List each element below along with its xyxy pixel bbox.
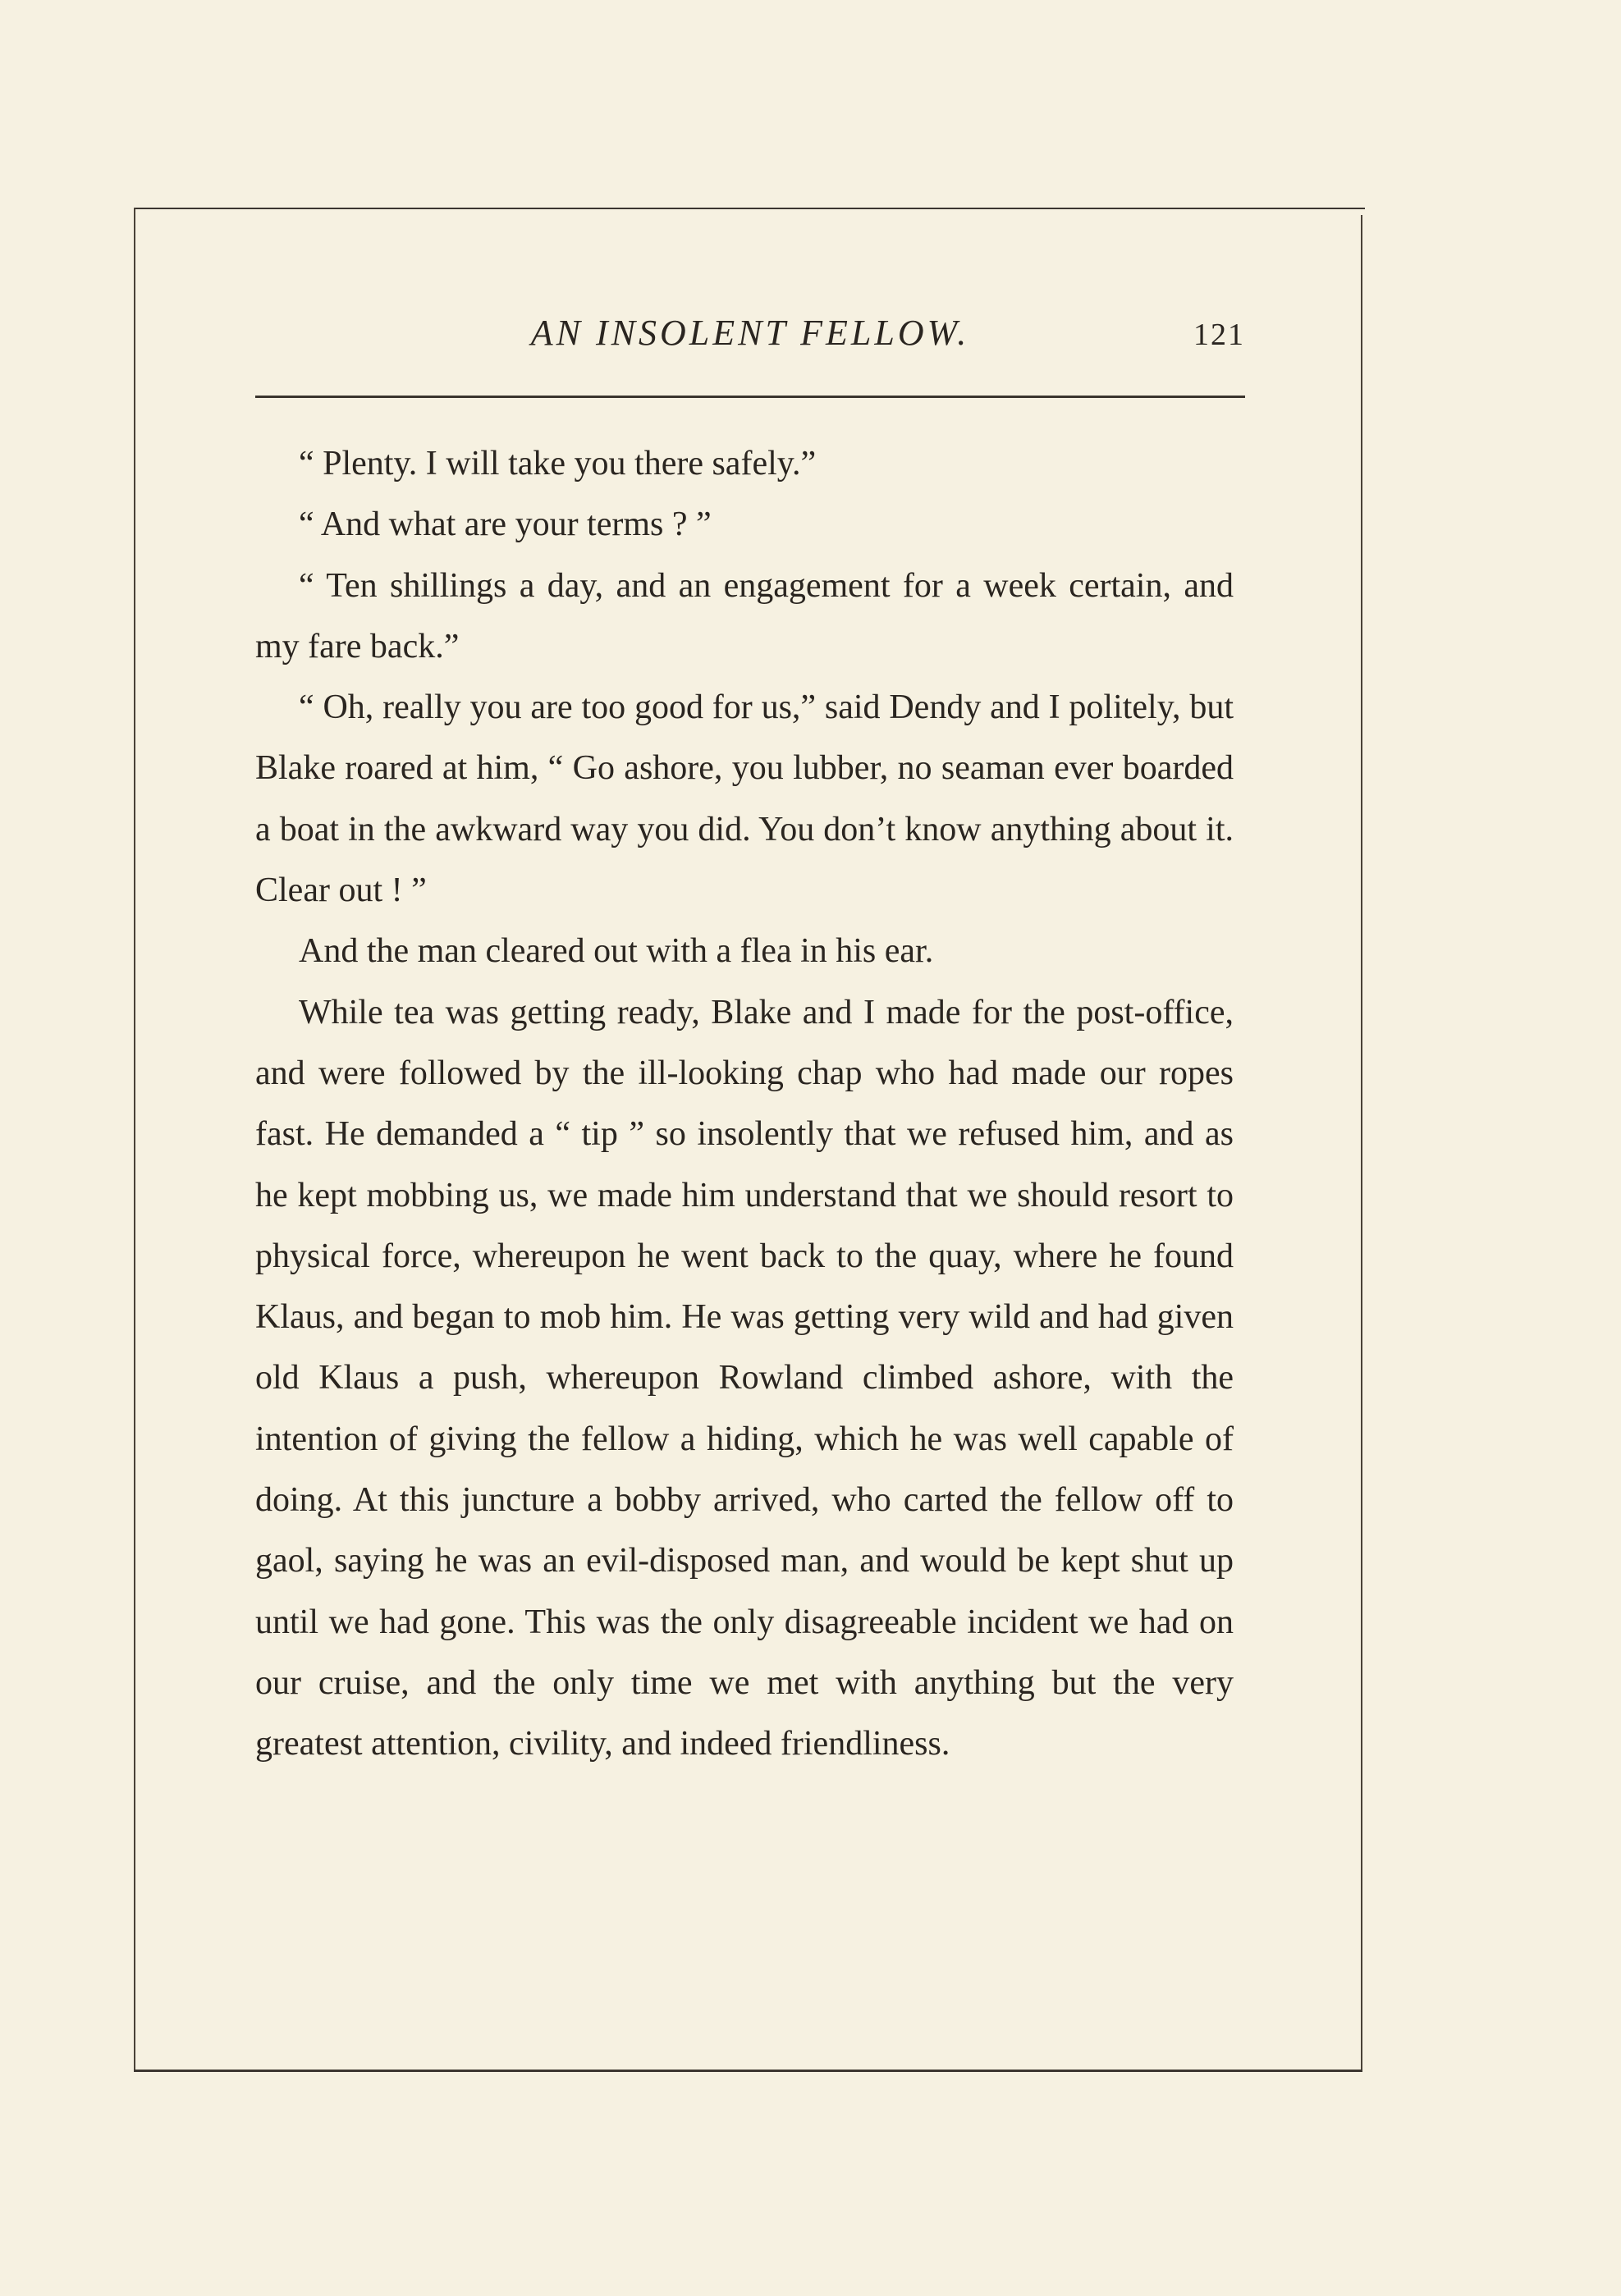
paragraph: “ And what are your terms ? ”	[299, 505, 712, 544]
page-number: 121	[1193, 318, 1245, 352]
paragraph: “ Oh, really you are too good for us,” said Dendy and I politely, but Blake roared at him, “ Go ashore, you lubber, no seaman ever boarded a boat in the awkward way you did. You don’t know anything about it. Clear out ! ”	[255, 688, 1234, 910]
page-border-top	[134, 208, 1365, 209]
header-rule	[255, 396, 1245, 398]
running-title: AN INSOLENT FELLOW.	[530, 313, 970, 353]
body-text	[255, 433, 1234, 1775]
page-border-bottom	[134, 2070, 1362, 2072]
page-border-right	[1361, 215, 1362, 2071]
paragraph: And the man cleared out with a flea in his ear.	[299, 932, 934, 971]
paragraph: “ Plenty. I will take you there safely.”	[299, 445, 817, 483]
paragraph: “ Ten shillings a day, and an engagement for a week certain, and my fare back.”	[255, 566, 1234, 665]
page-header	[255, 312, 1245, 361]
page-border-left	[134, 208, 135, 2072]
paragraph: While tea was getting ready, Blake and I made for the post-office, and were followed by the ill-looking chap who had made our ropes fast. He demanded a “ tip ” so insolently that we refused him, and as he kept mobbing us, we made him understand that we should resort to physical force, whereupon he went back to the quay, where he found Klaus, and began to mob him. He was getting very wild and had given old Klaus a push, whereupon Rowland climbed ashore, with the intention of giving the fellow a hiding, which he was well capable of doing. At this juncture a bobby arrived, who carted the fellow off to gaol, saying he was an evil-disposed man, and would be kept shut up until we had gone. This was the only disagreeable incident we had on our cruise, and the only time we met with anything but the very greatest attention, civility, and indeed friendliness.	[255, 993, 1234, 1763]
